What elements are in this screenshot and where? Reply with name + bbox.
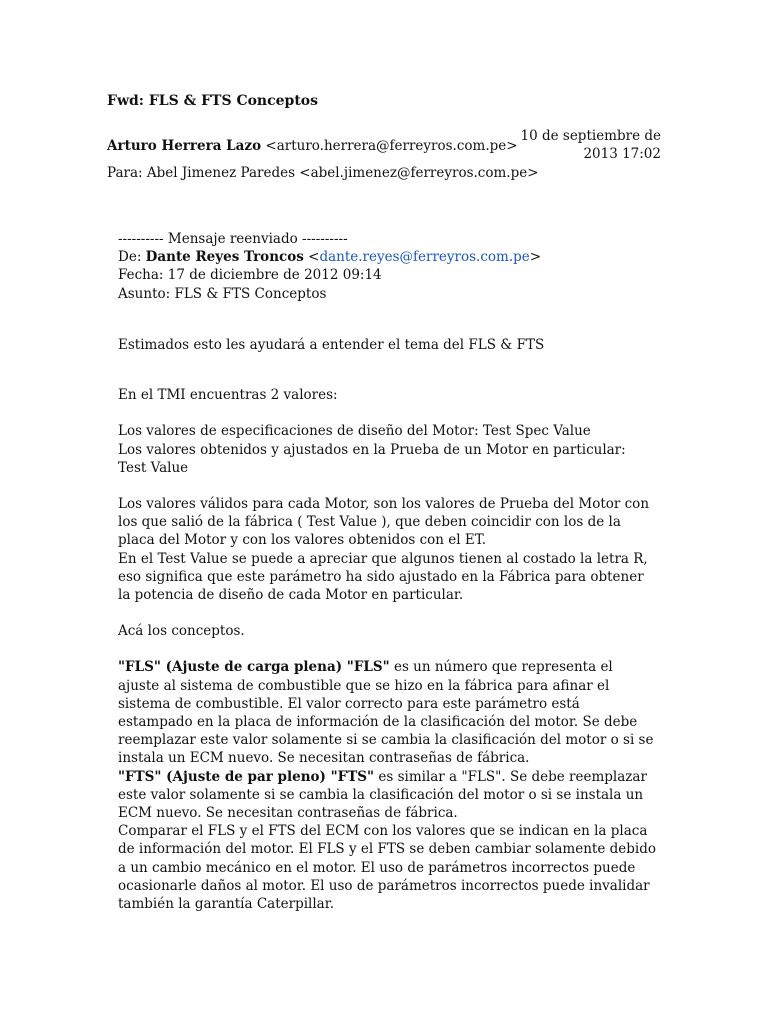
forwarded-header — [118, 230, 658, 303]
email-subject: Fwd: FLS & FTS Conceptos — [107, 93, 319, 109]
forwarded-from-name: Dante Reyes Troncos — [145, 249, 304, 266]
fls-text: es un número que representa el ajuste al sistema de combustible que se hizo en la fábrica para afinar el sistema de combustible. El valor correcto para este parámetro está estampado en la placa de información de la clasificación del motor. Se debe reemplazar este valor solamente si se cambia la clasificación del motor o si se instala un ECM nuevo. Se necesitan contraseñas de fábrica. — [118, 659, 654, 767]
body-greeting: Estimados esto les ayudará a entender el tema del FLS & FTS — [118, 337, 545, 353]
email-date — [501, 127, 661, 163]
body-spec-value-line: Los valores de especificaciones de diseño del Motor: Test Spec Value — [118, 423, 591, 440]
body-letter-r: En el Test Value se puede a apreciar que algunos tienen al costado la letra R, eso significa que este parámetro ha sido ajustado en la Fábrica para obtener la potencia de diseño de cada Motor en particular. — [118, 550, 648, 604]
forwarded-from-label: De: — [118, 249, 142, 266]
body-fts-definition — [118, 768, 658, 823]
email-date-line2: 2013 17:02 — [583, 146, 661, 162]
body-compare: Comparar el FLS y el FTS del ECM con los valores que se indican en la placa de información del motor. El FLS y el FTS se deben cambiar solamente debido a un cambio mecánico en el motor. El uso de parámetros incorrectos puede ocasionarle daños al motor. El uso de parámetros incorrectos puede invalidar también la garantía Caterpillar. — [118, 823, 656, 913]
body-test-value-line: Los valores obtenidos y ajustados en la Prueba de un Motor en particular: Test Value — [118, 441, 626, 476]
forwarded-date: Fecha: 17 de diciembre de 2012 09:14 — [118, 267, 382, 284]
forwarded-from-line — [118, 248, 658, 266]
recipient-value: Abel Jimenez Paredes <abel.jimenez@ferreyros.com.pe> — [146, 165, 539, 181]
forwarded-from-email-link[interactable]: dante.reyes@ferreyros.com.pe — [319, 249, 530, 266]
fts-text: es similar a "FLS". Se debe reemplazar este valor solamente si se cambia la clasificación del motor o si se instala un ECM nuevo. Se necesitan contraseñas de fábrica. — [118, 768, 647, 822]
sender-line — [107, 137, 518, 155]
forwarded-separator: ---------- Mensaje reenviado ---------- — [118, 231, 348, 247]
body-concepts-intro: Acá los conceptos. — [118, 623, 245, 640]
recipient-label: Para: — [107, 165, 143, 181]
body-fls-definition — [118, 658, 658, 767]
recipient-line — [107, 164, 539, 182]
sender-name: Arturo Herrera Lazo — [107, 138, 262, 154]
body-tmi-intro: En el TMI encuentras 2 valores: — [118, 387, 338, 404]
forwarded-from-close: > — [529, 249, 542, 266]
email-date-line1: 10 de septiembre de — [520, 128, 661, 144]
body-valid-values: Los valores válidos para cada Motor, son los valores de Prueba del Motor con los que salió de la fábrica ( Test Value ), que deben coincidir con los de la placa del Motor y con los valores obtenidos con el ET. — [118, 496, 650, 549]
fts-term: "FTS" (Ajuste de par pleno) "FTS" — [118, 768, 375, 785]
sender-email: <arturo.herrera@ferreyros.com.pe> — [265, 138, 518, 154]
message-body — [118, 336, 658, 913]
forwarded-subject: Asunto: FLS & FTS Conceptos — [118, 285, 327, 302]
forwarded-from-open: < — [308, 249, 320, 266]
fls-term: "FLS" (Ajuste de carga plena) "FLS" — [118, 659, 390, 676]
